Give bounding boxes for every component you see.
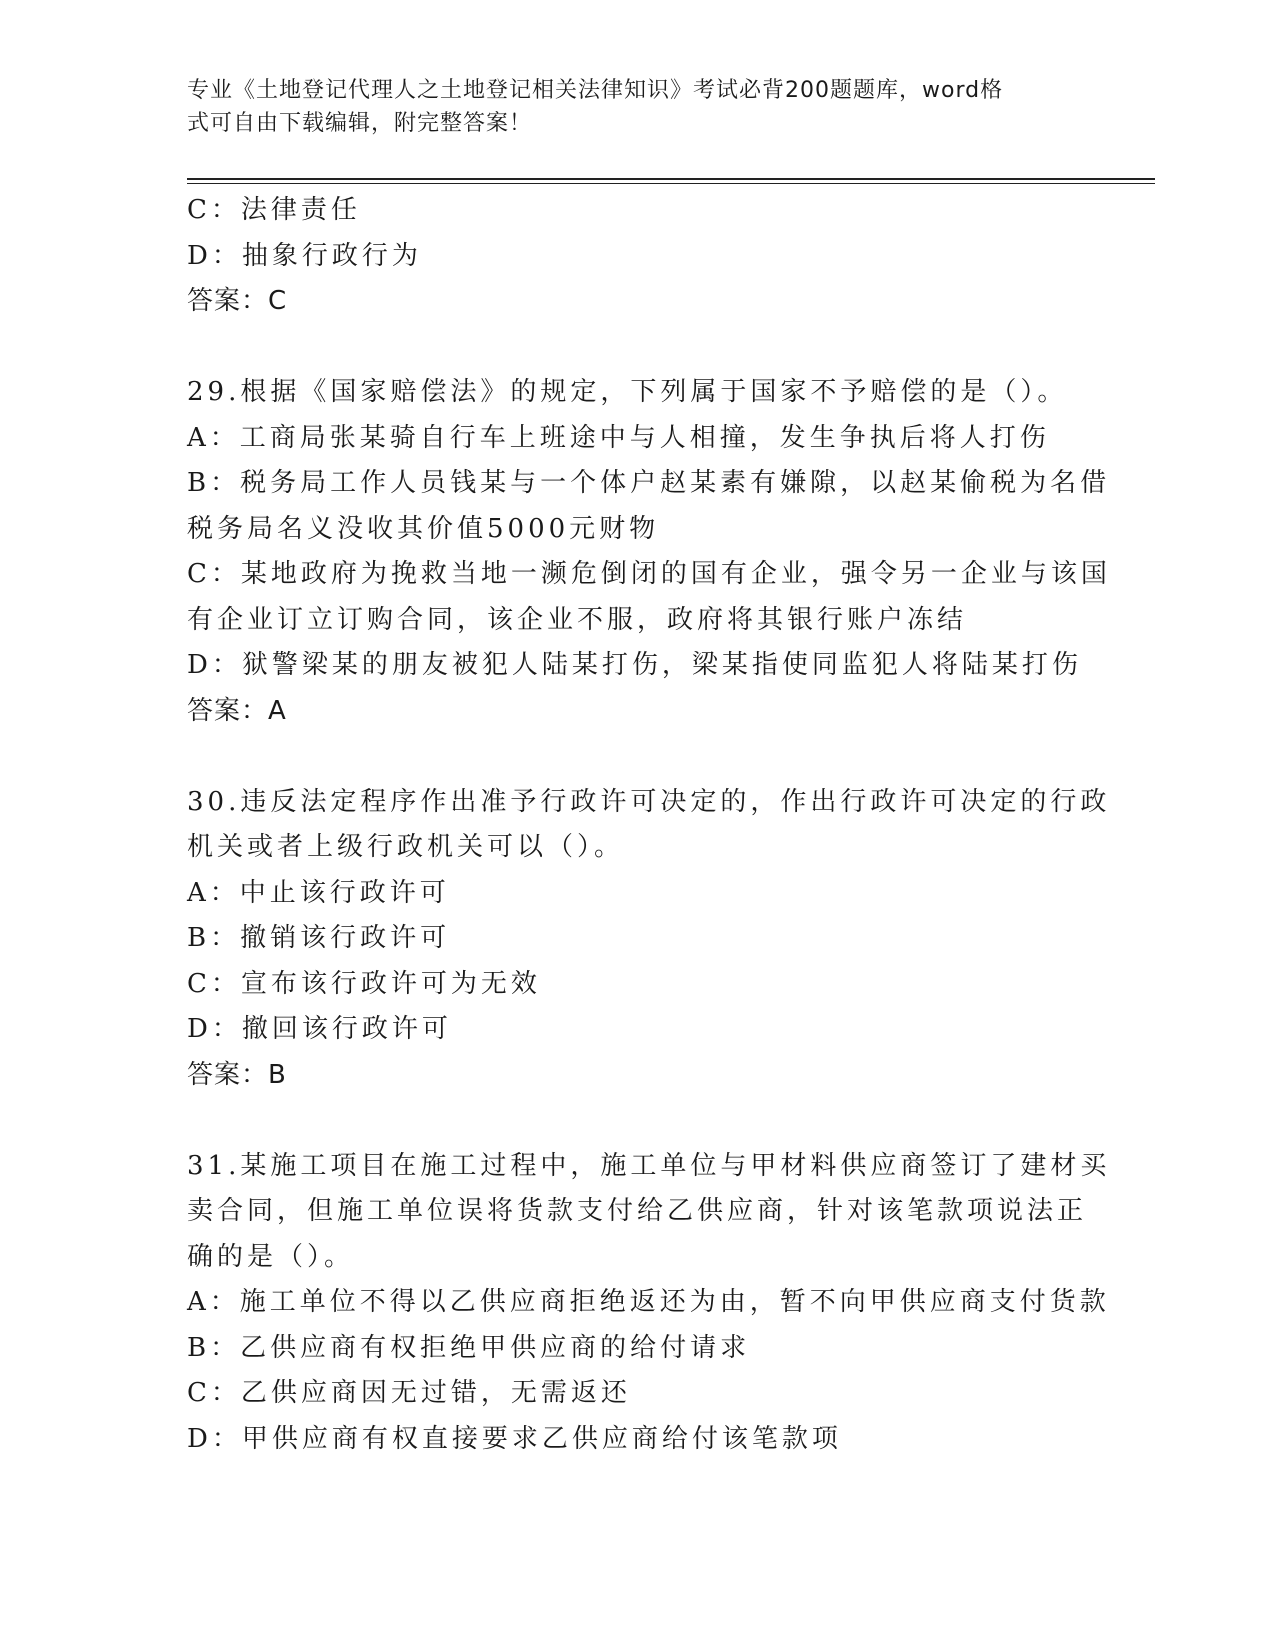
question-stem-line-1: 30.违反法定程序作出准予行政许可决定的，作出行政许可决定的行政 (187, 786, 1111, 817)
question-stem-line-3: 确的是（）。 (187, 1241, 355, 1272)
option-d: D：甲供应商有权直接要求乙供应商给付该笔款项 (187, 1423, 842, 1454)
document-header (187, 74, 1067, 140)
question-29 (187, 370, 1111, 734)
question-30 (187, 780, 1111, 1099)
option-d: D：抽象行政行为 (187, 240, 422, 271)
spacer (187, 734, 1087, 780)
header-divider-thick (187, 178, 1155, 180)
option-a: A：中止该行政许可 (187, 877, 450, 908)
answer-line: 答案：B (187, 1059, 287, 1090)
option-b-line-1: B：税务局工作人员钱某与一个体户赵某素有嫌隙，以赵某偷税为名借 (187, 468, 1111, 498)
question-stem-line-2: 机关或者上级行政机关可以（）。 (187, 832, 625, 862)
option-b: B：撤销该行政许可 (187, 923, 451, 953)
question-stem-line-2: 卖合同，但施工单位误将货款支付给乙供应商，针对该笔款项说法正 (187, 1196, 1088, 1226)
option-c: C：宣布该行政许可为无效 (187, 968, 541, 999)
spacer (187, 325, 1087, 371)
option-a: A：工商局张某骑自行车上班途中与人相撞，发生争执后将人打伤 (187, 422, 1050, 453)
option-b: B：乙供应商有权拒绝甲供应商的给付请求 (187, 1332, 751, 1363)
option-a: A：施工单位不得以乙供应商拒绝返还为由，暂不向甲供应商支付货款 (187, 1287, 1110, 1317)
question-stem: 29.根据《国家赔偿法》的规定，下列属于国家不予赔偿的是（）。 (187, 377, 1068, 407)
option-b-line-2: 税务局名义没收其价值5000元财物 (187, 513, 660, 544)
question-list (187, 188, 1111, 1462)
option-c-line-2: 有企业订立订购合同，该企业不服，政府将其银行账户冻结 (187, 604, 968, 635)
header-title-line-1: 专业《土地登记代理人之土地登记相关法律知识》考试必背200题题库，word格 (187, 78, 1004, 103)
question-stem-line-1: 31.某施工项目在施工过程中，施工单位与甲材料供应商签订了建材买 (187, 1150, 1111, 1181)
question-28-tail (187, 188, 1087, 325)
option-d: D：狱警梁某的朋友被犯人陆某打伤，梁某指使同监犯人将陆某打伤 (187, 650, 1082, 680)
header-title-line-2: 式可自由下载编辑，附完整答案！ (187, 111, 533, 136)
spacer (187, 1098, 1087, 1144)
answer-line: 答案：A (187, 695, 287, 726)
option-d: D：撤回该行政许可 (187, 1014, 452, 1044)
option-c-line-1: C：某地政府为挽救当地一濒危倒闭的国有企业，强令另一企业与该国 (187, 559, 1111, 589)
answer-line: 答案：C (187, 286, 288, 316)
question-31 (187, 1144, 1111, 1463)
option-c: C：法律责任 (187, 195, 361, 225)
option-c: C：乙供应商因无过错，无需返还 (187, 1378, 631, 1408)
header-divider-thin (187, 183, 1155, 184)
